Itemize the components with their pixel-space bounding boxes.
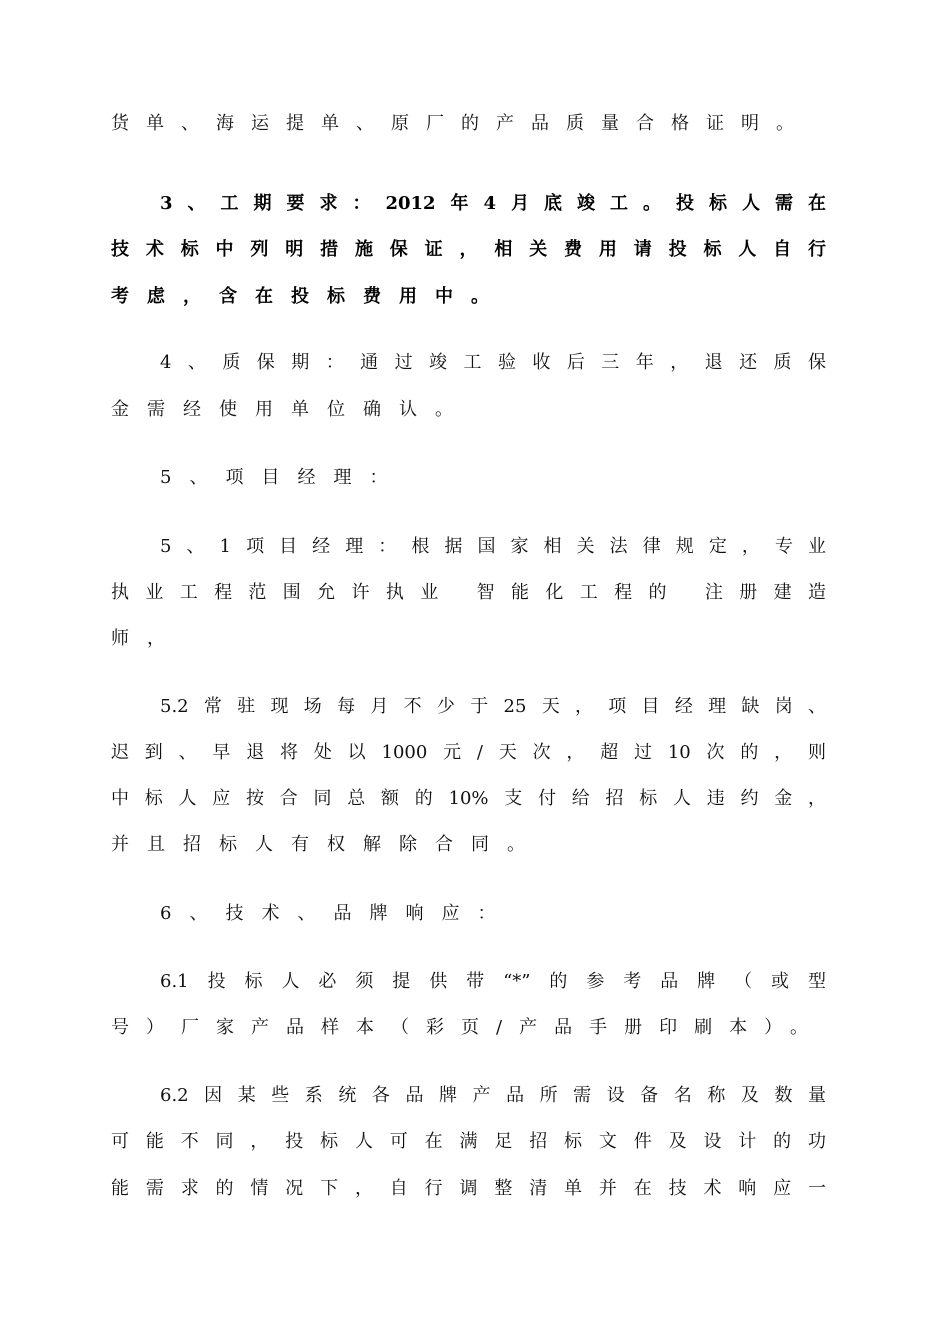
text-line: 金需经使用单位确认。: [111, 399, 471, 420]
text-line: 能需求的情况下，自行调整清单并在技术响应一: [111, 1178, 826, 1199]
text-line: 考虑，含在投标费用中。: [111, 286, 507, 307]
text-line: 中标人应按合同总额的10%支付给招标人违约金，: [111, 788, 826, 809]
text-line: 4、质保期：通过竣工验收后三年，退还质保: [160, 352, 826, 373]
text-line: 可能不同，投标人可在满足招标文件及设计的功: [111, 1131, 826, 1152]
text-line: 并且招标人有权解除合同。: [111, 834, 543, 855]
text-line: 号）厂家产品样本（彩页/产品手册印刷本）。: [111, 1017, 826, 1038]
text-line: 6、技术、品牌响应：: [160, 903, 514, 924]
text-line: 6.1投标人必须提供带“*”的参考品牌（或型: [160, 971, 826, 992]
text-line: 5、项目经理：: [160, 467, 406, 488]
text-line: 货单、海运提单、原厂的产品质量合格证明。: [111, 113, 811, 134]
text-line: 6.2因某些系统各品牌产品所需设备名称及数量: [160, 1085, 826, 1106]
text-line: 5.2常驻现场每月不少于25天，项目经理缺岗、: [160, 696, 826, 717]
text-line: 技术标中列明措施保证，相关费用请投标人自行: [111, 239, 826, 260]
text-line: 执业工程范围允许执业 智能化工程的 注册建造: [111, 582, 826, 603]
text-line: 师，: [111, 628, 183, 649]
text-line: 迟到、早退将处以1000元/天次，超过10次的，则: [111, 742, 826, 763]
text-line: 3、工期要求：2012年4月底竣工。投标人需在: [160, 193, 826, 214]
text-line: 5、1项目经理：根据国家相关法律规定，专业: [160, 536, 826, 557]
